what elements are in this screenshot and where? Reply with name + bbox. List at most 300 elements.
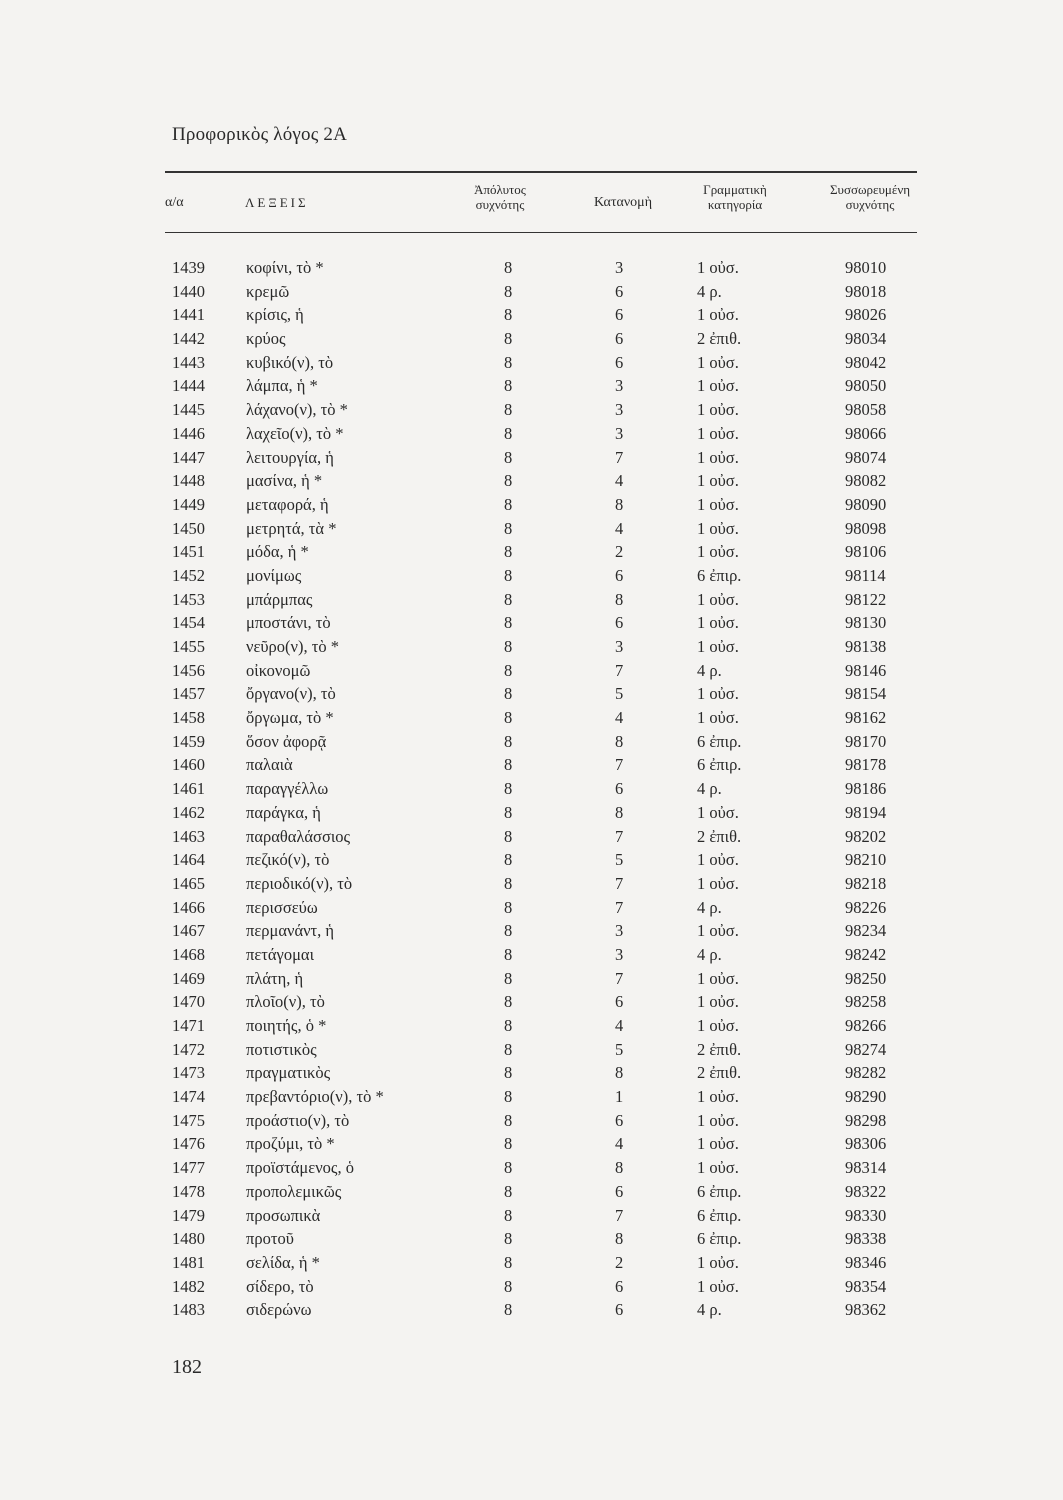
- row-distribution: 1: [615, 1087, 624, 1107]
- row-grammatical-category: 2 ἐπιθ.: [697, 1063, 742, 1083]
- row-absolute-frequency: 8: [504, 565, 513, 585]
- row-grammatical-category: 1 οὐσ.: [697, 637, 739, 656]
- row-word: μετρητά, τὰ *: [246, 518, 337, 538]
- row-word: περισσεύω: [246, 897, 318, 917]
- row-absolute-frequency: 8: [504, 1229, 513, 1249]
- row-word: προάστιο(ν), τὸ: [246, 1110, 350, 1130]
- table-row: [0, 659, 1063, 683]
- table-row: [0, 422, 1063, 446]
- table-row: [0, 327, 1063, 351]
- row-word: παραθαλάσσιος: [246, 826, 351, 846]
- row-grammatical-category: 1 οὐσ.: [697, 613, 739, 633]
- table-row: [0, 1204, 1063, 1228]
- column-header-words: ΛΕΞΕΙΣ: [245, 195, 309, 210]
- table-row: [0, 1132, 1063, 1156]
- row-grammatical-category: 1 οὐσ.: [697, 684, 739, 704]
- row-grammatical-category: 1 οὐσ.: [697, 400, 739, 420]
- table-row: [0, 1156, 1063, 1180]
- row-distribution: 5: [615, 684, 624, 704]
- row-grammatical-category: 2 ἐπιθ.: [697, 826, 742, 846]
- row-distribution: 5: [615, 1039, 624, 1059]
- row-absolute-frequency: 8: [504, 826, 513, 846]
- row-cumulative-frequency: 98306: [845, 1134, 887, 1154]
- row-cumulative-frequency: 98018: [845, 281, 887, 301]
- row-word: πλάτη, ἡ: [246, 968, 304, 988]
- table-row: [0, 919, 1063, 943]
- row-absolute-frequency: 8: [504, 968, 513, 988]
- row-grammatical-category: 4 ρ.: [697, 1300, 722, 1320]
- row-distribution: 7: [615, 968, 624, 988]
- row-absolute-frequency: 8: [504, 637, 513, 656]
- row-cumulative-frequency: 98186: [845, 779, 887, 799]
- row-distribution: 7: [615, 660, 624, 680]
- row-grammatical-category: 1 οὐσ.: [697, 305, 739, 325]
- row-grammatical-category: 1 οὐσ.: [697, 1016, 739, 1035]
- row-cumulative-frequency: 98098: [845, 518, 887, 538]
- row-word: προτοῦ: [246, 1229, 294, 1249]
- row-index: 1471: [172, 1016, 205, 1035]
- page-number: 182: [172, 1356, 202, 1378]
- row-cumulative-frequency: 98250: [845, 968, 887, 988]
- row-index: 1478: [172, 1181, 205, 1201]
- row-index: 1444: [172, 376, 205, 396]
- row-distribution: 4: [615, 471, 624, 491]
- row-cumulative-frequency: 98050: [845, 376, 887, 396]
- row-cumulative-frequency: 98226: [845, 897, 887, 917]
- header-bottom-rule: [165, 232, 917, 233]
- row-distribution: 8: [615, 731, 624, 751]
- row-word: λειτουργία, ἡ: [246, 447, 334, 467]
- row-word: λαχεῖο(ν), τὸ *: [246, 423, 344, 443]
- row-cumulative-frequency: 98258: [845, 992, 887, 1012]
- row-grammatical-category: 1 οὐσ.: [697, 802, 739, 822]
- row-grammatical-category: 1 οὐσ.: [697, 589, 739, 609]
- row-grammatical-category: 1 οὐσ.: [697, 542, 739, 562]
- row-distribution: 4: [615, 708, 624, 728]
- column-header-absolute-frequency: [440, 182, 560, 212]
- row-absolute-frequency: 8: [504, 376, 513, 396]
- row-distribution: 3: [615, 423, 624, 443]
- row-absolute-frequency: 8: [504, 1205, 513, 1225]
- column-header-distribution: Κατανομὴ: [593, 195, 653, 210]
- row-distribution: 7: [615, 1205, 624, 1225]
- row-absolute-frequency: 8: [504, 613, 513, 633]
- row-index: 1464: [172, 850, 205, 870]
- row-absolute-frequency: 8: [504, 755, 513, 775]
- row-word: ὅσον ἀφορᾷ: [246, 731, 327, 751]
- row-grammatical-category: 1 οὐσ.: [697, 1276, 739, 1296]
- row-cumulative-frequency: 98322: [845, 1181, 887, 1201]
- row-cumulative-frequency: 98330: [845, 1205, 887, 1225]
- row-index: 1465: [172, 873, 205, 893]
- row-distribution: 6: [615, 281, 624, 301]
- table-row: [0, 256, 1063, 280]
- row-distribution: 8: [615, 1229, 624, 1249]
- row-index: 1445: [172, 400, 205, 420]
- row-distribution: 6: [615, 779, 624, 799]
- row-distribution: 8: [615, 494, 624, 514]
- row-distribution: 5: [615, 850, 624, 870]
- row-grammatical-category: 6 ἐπιρ.: [697, 1181, 742, 1201]
- table-row: [0, 351, 1063, 375]
- row-index: 1467: [172, 921, 205, 941]
- table-row: [0, 611, 1063, 635]
- row-grammatical-category: 2 ἐπιθ.: [697, 329, 742, 349]
- row-index: 1472: [172, 1039, 205, 1059]
- row-absolute-frequency: 8: [504, 1252, 513, 1272]
- table-row: [0, 967, 1063, 991]
- row-index: 1457: [172, 684, 205, 704]
- row-index: 1473: [172, 1063, 205, 1083]
- table-row: [0, 990, 1063, 1014]
- row-index: 1470: [172, 992, 205, 1012]
- row-distribution: 2: [615, 542, 624, 562]
- row-absolute-frequency: 8: [504, 802, 513, 822]
- table-row: [0, 753, 1063, 777]
- row-word: παραγγέλλω: [246, 779, 329, 799]
- row-grammatical-category: 1 οὐσ.: [697, 376, 739, 396]
- row-absolute-frequency: 8: [504, 1181, 513, 1201]
- column-header-category-line1: Γραμματικὴ: [703, 182, 767, 197]
- row-absolute-frequency: 8: [504, 1087, 513, 1107]
- row-grammatical-category: 6 ἐπιρ.: [697, 565, 742, 585]
- row-absolute-frequency: 8: [504, 1300, 513, 1320]
- row-grammatical-category: 1 οὐσ.: [697, 708, 739, 728]
- row-grammatical-category: 2 ἐπιθ.: [697, 1039, 742, 1059]
- row-distribution: 3: [615, 637, 624, 656]
- row-absolute-frequency: 8: [504, 518, 513, 538]
- row-grammatical-category: 1 οὐσ.: [697, 1134, 739, 1154]
- row-word: ποτιστικὸς: [246, 1039, 317, 1059]
- table-row: [0, 1251, 1063, 1275]
- word-frequency-table: [0, 256, 1063, 1322]
- row-cumulative-frequency: 98026: [845, 305, 887, 325]
- row-absolute-frequency: 8: [504, 873, 513, 893]
- row-distribution: 2: [615, 1252, 624, 1272]
- row-word: μασίνα, ἡ *: [246, 471, 323, 491]
- row-grammatical-category: 1 οὐσ.: [697, 850, 739, 870]
- row-absolute-frequency: 8: [504, 660, 513, 680]
- row-word: περιοδικό(ν), τὸ: [246, 873, 353, 893]
- row-absolute-frequency: 8: [504, 850, 513, 870]
- row-word: λάχανο(ν), τὸ *: [246, 400, 348, 420]
- table-row: [0, 588, 1063, 612]
- column-header-absolute-line1: Ἀπόλυτος: [474, 182, 526, 197]
- row-index: 1476: [172, 1134, 205, 1154]
- row-index: 1463: [172, 826, 205, 846]
- table-row: [0, 280, 1063, 304]
- row-index: 1479: [172, 1205, 205, 1225]
- row-absolute-frequency: 8: [504, 1016, 513, 1035]
- row-cumulative-frequency: 98362: [845, 1300, 887, 1320]
- row-distribution: 6: [615, 992, 624, 1012]
- row-cumulative-frequency: 98314: [845, 1158, 887, 1178]
- row-word: κοφίνι, τὸ *: [246, 258, 324, 277]
- row-index: 1443: [172, 352, 205, 372]
- row-index: 1475: [172, 1110, 205, 1130]
- row-distribution: 3: [615, 944, 624, 964]
- row-word: πετάγομαι: [246, 944, 315, 964]
- table-row: [0, 540, 1063, 564]
- row-absolute-frequency: 8: [504, 944, 513, 964]
- row-absolute-frequency: 8: [504, 921, 513, 941]
- row-grammatical-category: 1 οὐσ.: [697, 447, 739, 467]
- row-word: πραγματικὸς: [246, 1063, 331, 1083]
- row-word: μπάρμπας: [246, 589, 313, 609]
- row-grammatical-category: 1 οὐσ.: [697, 873, 739, 893]
- table-row: [0, 730, 1063, 754]
- row-index: 1455: [172, 637, 205, 656]
- row-grammatical-category: 1 οὐσ.: [697, 471, 739, 491]
- column-header-cumulative-line1: Συσσωρευμένη: [829, 182, 911, 197]
- row-cumulative-frequency: 98146: [845, 660, 887, 680]
- table-row: [0, 1227, 1063, 1251]
- row-distribution: 4: [615, 1016, 624, 1035]
- column-header-index: α/α: [165, 195, 184, 210]
- row-index: 1450: [172, 518, 205, 538]
- row-cumulative-frequency: 98242: [845, 944, 887, 964]
- row-word: κυβικό(ν), τὸ: [246, 352, 334, 372]
- column-header-category-line2: κατηγορία: [707, 197, 763, 212]
- row-distribution: 8: [615, 1158, 624, 1178]
- row-word: κρύος: [246, 329, 286, 349]
- row-cumulative-frequency: 98234: [845, 921, 887, 941]
- table-row: [0, 943, 1063, 967]
- row-distribution: 8: [615, 1063, 624, 1083]
- table-row: [0, 706, 1063, 730]
- row-absolute-frequency: 8: [504, 447, 513, 467]
- row-distribution: 7: [615, 826, 624, 846]
- row-word: σελίδα, ἡ *: [246, 1252, 320, 1272]
- row-distribution: 8: [615, 802, 624, 822]
- row-grammatical-category: 4 ρ.: [697, 660, 722, 680]
- table-row: [0, 469, 1063, 493]
- row-index: 1469: [172, 968, 205, 988]
- row-word: σίδερο, τὸ: [246, 1276, 314, 1296]
- row-absolute-frequency: 8: [504, 684, 513, 704]
- row-word: πεζικό(ν), τὸ: [246, 850, 330, 870]
- row-word: παλαιὰ: [246, 755, 293, 775]
- row-grammatical-category: 1 οὐσ.: [697, 1252, 739, 1272]
- row-index: 1461: [172, 779, 205, 799]
- row-index: 1468: [172, 944, 205, 964]
- row-cumulative-frequency: 98082: [845, 471, 887, 491]
- row-cumulative-frequency: 98138: [845, 637, 887, 656]
- row-index: 1446: [172, 423, 205, 443]
- row-word: προϊστάμενος, ὁ: [246, 1158, 354, 1178]
- row-absolute-frequency: 8: [504, 352, 513, 372]
- row-absolute-frequency: 8: [504, 1110, 513, 1130]
- row-cumulative-frequency: 98202: [845, 826, 887, 846]
- column-header-grammatical-category: [680, 182, 790, 212]
- row-grammatical-category: 6 ἐπιρ.: [697, 1205, 742, 1225]
- row-cumulative-frequency: 98346: [845, 1252, 887, 1272]
- row-index: 1448: [172, 471, 205, 491]
- row-index: 1451: [172, 542, 205, 562]
- row-grammatical-category: 1 οὐσ.: [697, 1158, 739, 1178]
- row-index: 1477: [172, 1158, 205, 1178]
- row-cumulative-frequency: 98058: [845, 400, 887, 420]
- row-grammatical-category: 4 ρ.: [697, 944, 722, 964]
- page-title: Προφορικὸς λόγος 2Α: [172, 124, 348, 145]
- table-row: [0, 777, 1063, 801]
- row-absolute-frequency: 8: [504, 897, 513, 917]
- table-row: [0, 872, 1063, 896]
- row-cumulative-frequency: 98290: [845, 1087, 887, 1107]
- row-cumulative-frequency: 98074: [845, 447, 887, 467]
- row-cumulative-frequency: 98266: [845, 1016, 887, 1035]
- row-absolute-frequency: 8: [504, 1134, 513, 1154]
- row-distribution: 7: [615, 755, 624, 775]
- row-word: οἰκονομῶ: [246, 660, 311, 680]
- row-word: προζύμι, τὸ *: [246, 1134, 335, 1154]
- row-index: 1442: [172, 329, 205, 349]
- row-grammatical-category: 1 οὐσ.: [697, 352, 739, 372]
- column-header-cumulative-line2: συχνότης: [845, 197, 895, 212]
- table-row: [0, 517, 1063, 541]
- table-row: [0, 635, 1063, 659]
- table-row: [0, 1180, 1063, 1204]
- row-grammatical-category: 4 ρ.: [697, 897, 722, 917]
- row-cumulative-frequency: 98274: [845, 1039, 887, 1059]
- table-row: [0, 1275, 1063, 1299]
- row-absolute-frequency: 8: [504, 305, 513, 325]
- row-cumulative-frequency: 98122: [845, 589, 887, 609]
- header-top-rule: [165, 171, 917, 173]
- row-index: 1462: [172, 802, 205, 822]
- table-row: [0, 1085, 1063, 1109]
- table-row: [0, 374, 1063, 398]
- row-grammatical-category: 6 ἐπιρ.: [697, 1229, 742, 1249]
- row-cumulative-frequency: 98210: [845, 850, 887, 870]
- row-word: μεταφορά, ἡ: [246, 494, 329, 514]
- row-distribution: 7: [615, 447, 624, 467]
- row-cumulative-frequency: 98034: [845, 329, 887, 349]
- row-grammatical-category: 1 οὐσ.: [697, 423, 739, 443]
- row-word: ὄργανο(ν), τὸ: [246, 684, 336, 704]
- row-cumulative-frequency: 98130: [845, 613, 887, 633]
- row-word: σιδερώνω: [246, 1300, 312, 1320]
- row-index: 1481: [172, 1252, 205, 1272]
- row-absolute-frequency: 8: [504, 779, 513, 799]
- row-distribution: 3: [615, 376, 624, 396]
- row-cumulative-frequency: 98066: [845, 423, 887, 443]
- row-distribution: 6: [615, 1181, 624, 1201]
- table-row: [0, 493, 1063, 517]
- row-index: 1449: [172, 494, 205, 514]
- column-header-cumulative-frequency: [800, 182, 940, 212]
- row-distribution: 7: [615, 873, 624, 893]
- row-absolute-frequency: 8: [504, 400, 513, 420]
- row-cumulative-frequency: 98218: [845, 873, 887, 893]
- row-distribution: 6: [615, 352, 624, 372]
- row-index: 1441: [172, 305, 205, 325]
- row-word: περμανάντ, ἡ: [246, 921, 335, 941]
- row-absolute-frequency: 8: [504, 1063, 513, 1083]
- row-word: προπολεμικῶς: [246, 1181, 342, 1201]
- row-index: 1482: [172, 1276, 205, 1296]
- table-row: [0, 398, 1063, 422]
- table-row: [0, 1109, 1063, 1133]
- row-distribution: 6: [615, 1300, 624, 1320]
- row-grammatical-category: 4 ρ.: [697, 281, 722, 301]
- row-grammatical-category: 1 οὐσ.: [697, 968, 739, 988]
- row-word: κρεμῶ: [246, 281, 290, 301]
- row-distribution: 6: [615, 1276, 624, 1296]
- row-absolute-frequency: 8: [504, 281, 513, 301]
- row-index: 1452: [172, 565, 205, 585]
- row-word: προσωπικὰ: [246, 1205, 321, 1225]
- row-absolute-frequency: 8: [504, 731, 513, 751]
- row-grammatical-category: 1 οὐσ.: [697, 518, 739, 538]
- table-row: [0, 801, 1063, 825]
- table-row: [0, 1298, 1063, 1322]
- row-cumulative-frequency: 98178: [845, 755, 887, 775]
- row-cumulative-frequency: 98282: [845, 1063, 887, 1083]
- row-grammatical-category: 1 οὐσ.: [697, 494, 739, 514]
- table-row: [0, 682, 1063, 706]
- row-word: ὄργωμα, τὸ *: [246, 708, 334, 728]
- row-word: νεῦρο(ν), τὸ *: [246, 637, 339, 656]
- row-index: 1480: [172, 1229, 205, 1249]
- table-row: [0, 564, 1063, 588]
- row-absolute-frequency: 8: [504, 329, 513, 349]
- row-absolute-frequency: 8: [504, 494, 513, 514]
- row-index: 1474: [172, 1087, 205, 1107]
- row-cumulative-frequency: 98154: [845, 684, 887, 704]
- row-cumulative-frequency: 98162: [845, 708, 887, 728]
- table-row: [0, 825, 1063, 849]
- table-row: [0, 896, 1063, 920]
- row-word: μονίμως: [246, 565, 302, 585]
- row-absolute-frequency: 8: [504, 992, 513, 1012]
- row-distribution: 6: [615, 305, 624, 325]
- row-absolute-frequency: 8: [504, 1158, 513, 1178]
- row-word: μποστάνι, τὸ: [246, 613, 331, 633]
- row-absolute-frequency: 8: [504, 258, 513, 277]
- row-index: 1453: [172, 589, 205, 609]
- row-index: 1456: [172, 660, 205, 680]
- row-absolute-frequency: 8: [504, 1276, 513, 1296]
- row-cumulative-frequency: 98298: [845, 1110, 887, 1130]
- row-distribution: 6: [615, 565, 624, 585]
- row-word: πλοῖο(ν), τὸ: [246, 992, 325, 1012]
- row-distribution: 4: [615, 1134, 624, 1154]
- row-word: πρεβαντόριο(ν), τὸ *: [246, 1087, 384, 1107]
- row-grammatical-category: 6 ἐπιρ.: [697, 755, 742, 775]
- row-cumulative-frequency: 98338: [845, 1229, 887, 1249]
- column-header-absolute-line2: συχνότης: [475, 197, 525, 212]
- table-row: [0, 303, 1063, 327]
- table-row: [0, 446, 1063, 470]
- row-grammatical-category: 4 ρ.: [697, 779, 722, 799]
- row-distribution: 3: [615, 400, 624, 420]
- row-absolute-frequency: 8: [504, 542, 513, 562]
- row-grammatical-category: 1 οὐσ.: [697, 992, 739, 1012]
- row-distribution: 8: [615, 589, 624, 609]
- row-distribution: 3: [615, 258, 624, 277]
- row-word: παράγκα, ἡ: [246, 802, 321, 822]
- row-word: ποιητής, ὁ *: [246, 1016, 327, 1035]
- table-row: [0, 848, 1063, 872]
- row-distribution: 6: [615, 613, 624, 633]
- row-word: κρίσις, ἡ: [246, 305, 304, 325]
- row-grammatical-category: 1 οὐσ.: [697, 1087, 739, 1107]
- row-index: 1439: [172, 258, 205, 277]
- row-index: 1447: [172, 447, 205, 467]
- row-index: 1454: [172, 613, 205, 633]
- row-cumulative-frequency: 98114: [845, 565, 886, 585]
